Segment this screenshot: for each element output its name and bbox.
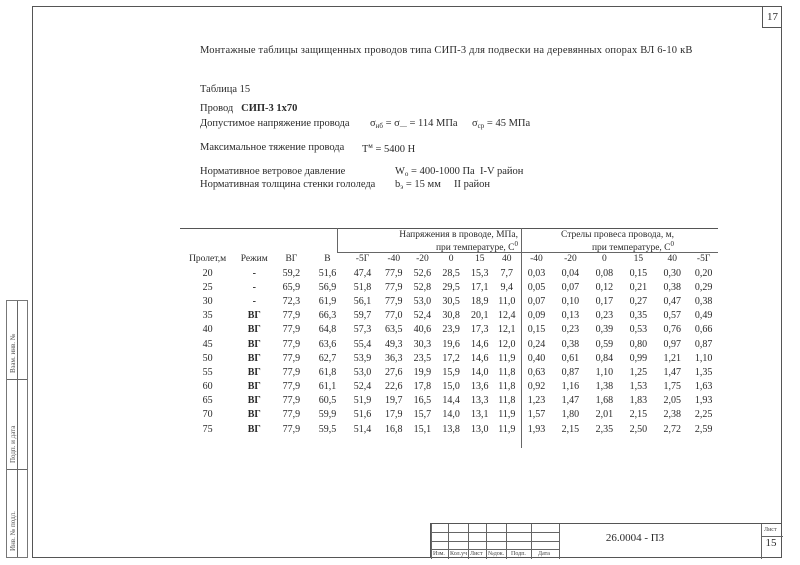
table-cell: 0,04 (561, 267, 580, 279)
sheet-number: 15 (765, 537, 777, 549)
max-load-formula: $Т^м = 5400$ Н (362, 142, 416, 155)
table-cell: 63,6 (318, 338, 337, 350)
margin-label-replace: Взам. инв. № (9, 333, 17, 373)
table-cell: 51,8 (353, 281, 372, 293)
table-cell: ВГ (247, 324, 261, 336)
table-cell: 49,3 (385, 338, 403, 350)
table-cell: 11,9 (498, 409, 516, 421)
ice-label: Нормативная толщина стенки гололеда (200, 179, 376, 190)
table-cell: 2,25 (694, 409, 713, 421)
margin-label-inventory: Инв. № подл. (9, 511, 17, 551)
table-cell: 0,63 (527, 366, 546, 378)
table-cell: 17,1 (470, 281, 489, 293)
table-cell: 15,0 (442, 381, 460, 393)
table-cell: 27,6 (385, 366, 403, 378)
table-cell: 1,47 (561, 395, 580, 407)
table-cell: 77,9 (282, 352, 301, 364)
margin-label-signature: Подп. и дата (9, 425, 17, 463)
table-cell: 65 (202, 395, 213, 407)
table-cell: 30,8 (442, 310, 460, 322)
table-cell: 0,20 (694, 267, 713, 279)
table-top-rule (180, 228, 718, 229)
table-cell: 0,15 (527, 324, 546, 336)
table-cell: ВГ (247, 423, 261, 435)
table-cell: 55,4 (353, 338, 372, 350)
table-cell: 77,9 (282, 366, 301, 378)
table-cell: 47,4 (353, 267, 372, 279)
table-cell: 14,4 (442, 395, 460, 407)
tb-col-izm: Изм. (433, 551, 445, 557)
table-cell: 75 (202, 423, 213, 435)
tb-col-list: Лист (470, 551, 483, 557)
table-cell: 13,0 (470, 423, 489, 435)
table-cell: 0,29 (694, 281, 713, 293)
wind-formula: $W_о = 400-1000$ Па I-V район (395, 166, 524, 178)
table-cell: 77,9 (282, 409, 301, 421)
table-cell: 1,57 (527, 409, 546, 421)
column-header: -5Г (355, 254, 370, 264)
table-number: Таблица 15 (200, 84, 251, 95)
table-cell: 16,8 (385, 423, 403, 435)
table-cell: 30,3 (413, 338, 432, 350)
column-header: -40 (387, 254, 401, 264)
column-header: -5Г (696, 254, 711, 264)
table-cell: 1,10 (595, 366, 614, 378)
table-cell: 0,12 (595, 281, 614, 293)
table-cell: 0,07 (527, 295, 546, 307)
table-cell: 65,9 (282, 281, 301, 293)
table-cell: 0,21 (629, 281, 648, 293)
table-cell: ВГ (247, 409, 261, 421)
table-cell: 52,4 (353, 381, 372, 393)
column-header: 0 (601, 254, 607, 264)
table-cell: ВГ (247, 381, 261, 393)
column-header: -40 (530, 254, 543, 264)
table-cell: 61,8 (318, 366, 337, 378)
table-row (180, 309, 718, 323)
table-cell: 0,27 (629, 295, 648, 307)
table-cell: 0,05 (527, 281, 546, 293)
table-cell: 1,75 (663, 381, 682, 393)
table-cell: 1,23 (527, 395, 546, 407)
table-cell: 0,57 (663, 310, 682, 322)
table-cell: 77,9 (282, 310, 301, 322)
table-cell: ВГ (247, 395, 261, 407)
table-cell: 35 (202, 310, 213, 322)
table-cell: 77,9 (282, 338, 301, 350)
table-cell: 77,9 (282, 324, 301, 336)
table-cell: 56,1 (353, 295, 372, 307)
table-cell: 50 (202, 352, 213, 364)
table-cell: 20 (202, 267, 213, 279)
tb-col-kol: Кол.уч (450, 551, 468, 557)
table-cell: 1,93 (694, 395, 713, 407)
table-cell: 14,0 (470, 366, 489, 378)
table-cell: 40 (202, 324, 213, 336)
table-body (180, 266, 718, 436)
column-header: Режим (240, 254, 268, 264)
table-row (180, 408, 718, 422)
table-cell: 15,7 (413, 409, 432, 421)
table-cell: 0,09 (527, 310, 546, 322)
table-cell: 77,9 (282, 381, 301, 393)
table-cell: 0,97 (663, 338, 682, 350)
table-cell: - (252, 295, 256, 307)
table-cell: 61,1 (318, 381, 337, 393)
table-cell: 77,9 (282, 423, 301, 435)
table-cell: 19,6 (442, 338, 460, 350)
table-cell: 14,6 (470, 352, 489, 364)
table-cell: 53,0 (413, 295, 432, 307)
table-row (180, 266, 718, 280)
table-row (180, 351, 718, 365)
table-cell: 13,1 (470, 409, 489, 421)
table-cell: 0,08 (595, 267, 614, 279)
table-row (180, 294, 718, 308)
table-cell: 53,0 (353, 366, 372, 378)
table-cell: 0,87 (561, 366, 580, 378)
table-cell: 59,7 (353, 310, 372, 322)
table-cell: 0,87 (694, 338, 713, 350)
table-cell: 1,10 (694, 352, 713, 364)
table-cell: 13,6 (470, 381, 489, 393)
table-cell: 7,7 (500, 267, 513, 279)
table-cell: 0,23 (595, 310, 614, 322)
column-header: 15 (633, 254, 644, 264)
table-cell: 64,8 (318, 324, 337, 336)
table-cell: 77,9 (385, 281, 403, 293)
column-header-row (180, 254, 718, 266)
table-cell: 77,9 (282, 395, 301, 407)
table-cell: 70 (202, 409, 213, 421)
wire-value: СИП-3 1х70 (241, 103, 298, 114)
table-row (180, 323, 718, 337)
table-cell: 30 (202, 295, 213, 307)
table-cell: 77,9 (385, 267, 403, 279)
table-row (180, 337, 718, 351)
table-cell: 0,23 (561, 324, 580, 336)
table-cell: 11,8 (498, 366, 516, 378)
table-cell: 22,6 (385, 381, 403, 393)
table-cell: 14,0 (442, 409, 460, 421)
column-header: 15 (474, 254, 485, 264)
table-cell: 2,15 (561, 423, 580, 435)
table-cell: 52,6 (413, 267, 432, 279)
table-cell: 12,1 (498, 324, 516, 336)
table-cell: 20,1 (470, 310, 489, 322)
table-cell: 0,07 (561, 281, 580, 293)
table-cell: 0,10 (561, 295, 580, 307)
table-cell: 60,5 (318, 395, 337, 407)
table-cell: 17,8 (413, 381, 432, 393)
table-cell: 2,50 (629, 423, 648, 435)
table-row (180, 365, 718, 379)
column-header: 40 (667, 254, 678, 264)
table-cell: 1,53 (629, 381, 648, 393)
table-cell: 0,38 (663, 281, 682, 293)
table-cell: 11,8 (498, 381, 516, 393)
table-cell: 40,6 (413, 324, 432, 336)
column-header: 0 (448, 254, 454, 264)
table-cell: 0,53 (629, 324, 648, 336)
allowed-stress-label: Допустимое напряжение провода (200, 118, 350, 129)
table-cell: 23,5 (413, 352, 432, 364)
column-header: ВГ (285, 254, 298, 264)
table-cell: 0,84 (595, 352, 614, 364)
table-cell: 1,25 (629, 366, 648, 378)
table-cell: 1,21 (663, 352, 682, 364)
table-cell: 11,8 (498, 395, 516, 407)
table-cell: 61,9 (318, 295, 337, 307)
table-cell: 0,66 (694, 324, 713, 336)
stress-group-header: Напряжения в проводе, МПа, при температуре, $С^0$ (399, 230, 518, 253)
table-cell: 60 (202, 381, 213, 393)
table-cell: 0,24 (527, 338, 546, 350)
table-row (180, 280, 718, 294)
table-cell: 0,80 (629, 338, 648, 350)
table-cell: 59,9 (318, 409, 337, 421)
table-cell: 52,4 (413, 310, 432, 322)
sag-tension-table (180, 254, 718, 436)
table-divider-left (337, 228, 338, 252)
table-cell: 55 (202, 366, 213, 378)
table-cell: 11,9 (498, 352, 516, 364)
table-cell: 0,99 (629, 352, 648, 364)
table-cell: 0,03 (527, 267, 546, 279)
table-cell: 2,72 (663, 423, 682, 435)
table-cell: 45 (202, 338, 213, 350)
table-cell: 0,15 (629, 267, 648, 279)
table-cell: 15,9 (442, 366, 460, 378)
table-cell: 0,61 (561, 352, 580, 364)
sag-group-header: Стрелы провеса провода, м, при температуре, $С^0$ (560, 230, 674, 253)
table-cell: 2,15 (629, 409, 648, 421)
table-cell: 72,3 (282, 295, 301, 307)
table-cell: 12,4 (498, 310, 516, 322)
table-cell: 62,7 (318, 352, 337, 364)
table-cell: 51,6 (318, 267, 337, 279)
table-cell: ВГ (247, 352, 261, 364)
table-cell: 2,01 (595, 409, 614, 421)
table-cell: 1,80 (561, 409, 580, 421)
table-cell: 11,9 (498, 423, 516, 435)
table-cell: 0,49 (694, 310, 713, 322)
table-cell: 17,2 (442, 352, 460, 364)
wind-label: Нормативное ветровое давление (200, 166, 346, 177)
table-cell: 15,3 (470, 267, 489, 279)
table-cell: 51,9 (353, 395, 372, 407)
table-cell: 25 (202, 281, 213, 293)
table-cell: 28,5 (442, 267, 460, 279)
table-cell: 56,9 (318, 281, 337, 293)
table-cell: 1,93 (527, 423, 546, 435)
table-row (180, 380, 718, 394)
left-margin-stamp (6, 300, 28, 558)
wire-line (200, 103, 297, 114)
table-cell: 17,9 (385, 409, 403, 421)
table-cell: 0,38 (694, 295, 713, 307)
table-cell: 18,9 (470, 295, 489, 307)
table-cell: 77,9 (385, 295, 403, 307)
tb-sheet-label: Лист (764, 527, 777, 533)
table-cell: 2,05 (663, 395, 682, 407)
table-cell: 15,1 (413, 423, 432, 435)
table-cell: 23,9 (442, 324, 460, 336)
table-cell: 0,35 (629, 310, 648, 322)
page-heading: Монтажные таблицы защищенных проводов типа СИП-3 для подвески на деревянных опорах ВЛ 6-10 кВ (200, 45, 693, 56)
table-cell: 0,13 (561, 310, 580, 322)
table-cell: 1,47 (663, 366, 682, 378)
column-header: В (324, 254, 331, 264)
table-cell: 1,63 (694, 381, 713, 393)
table-cell: 0,76 (663, 324, 682, 336)
table-row (180, 394, 718, 408)
table-cell: 1,68 (595, 395, 614, 407)
table-cell: 0,38 (561, 338, 580, 350)
table-cell: 51,6 (353, 409, 372, 421)
ice-formula: $b_э = 15$ мм II район (395, 179, 491, 191)
table-cell: 57,3 (353, 324, 372, 336)
table-cell: 77,0 (385, 310, 403, 322)
table-cell: 2,59 (694, 423, 713, 435)
table-cell: 53,9 (353, 352, 372, 364)
table-cell: ВГ (247, 310, 261, 322)
table-cell: 1,35 (694, 366, 713, 378)
document-code: 26.0004 - ПЗ (605, 532, 665, 544)
table-cell: ВГ (247, 338, 261, 350)
table-cell: 51,4 (353, 423, 372, 435)
table-cell: 1,38 (595, 381, 614, 393)
table-cell: 0,59 (595, 338, 614, 350)
table-cell: 30,5 (442, 295, 460, 307)
table-cell: 11,0 (498, 295, 516, 307)
table-cell: 29,5 (442, 281, 460, 293)
table-cell: 0,47 (663, 295, 682, 307)
table-cell: 13,3 (470, 395, 489, 407)
table-cell: 19,7 (385, 395, 403, 407)
tb-col-data: Дата (538, 551, 550, 557)
table-cell: 1,83 (629, 395, 648, 407)
tb-col-doc: №док. (488, 551, 505, 557)
column-header: -20 (416, 254, 429, 264)
table-cell: 0,92 (527, 381, 546, 393)
column-header: -20 (564, 254, 577, 264)
table-cell: 16,5 (413, 395, 432, 407)
avg-stress-formula: $\sigma_{ср} = 45$ МПа (472, 118, 531, 130)
table-cell: 14,6 (470, 338, 489, 350)
tb-col-podp: Подп. (511, 551, 526, 557)
wire-label: Провод (200, 103, 234, 114)
table-cell: 17,3 (470, 324, 489, 336)
table-cell: 0,40 (527, 352, 546, 364)
table-cell: 19,9 (413, 366, 432, 378)
column-header: Пролет,м (189, 254, 227, 264)
table-cell: 13,8 (442, 423, 460, 435)
top-sheet-number: 17 (762, 6, 782, 28)
max-load-label: Максимальное тяжение провода (200, 142, 345, 153)
table-cell: 9,4 (500, 281, 513, 293)
table-cell: 2,35 (595, 423, 614, 435)
table-cell: 0,17 (595, 295, 614, 307)
column-header: 40 (502, 254, 512, 264)
table-cell: 36,3 (385, 352, 403, 364)
allowed-stress-formula: $\sigma_{нб} = \sigma_— = 114$ МПа (370, 118, 458, 130)
table-row (180, 422, 718, 436)
table-cell: 12,0 (498, 338, 516, 350)
table-cell: 52,8 (413, 281, 432, 293)
table-cell: 59,2 (282, 267, 301, 279)
table-cell: 66,3 (318, 310, 337, 322)
table-cell: 59,5 (318, 423, 337, 435)
table-cell: 0,30 (663, 267, 682, 279)
table-cell: ВГ (247, 366, 261, 378)
table-cell: - (252, 267, 256, 279)
table-cell: 63,5 (385, 324, 403, 336)
table-cell: 0,39 (595, 324, 614, 336)
table-cell: - (252, 281, 256, 293)
table-cell: 2,38 (663, 409, 682, 421)
table-cell: 1,16 (561, 381, 580, 393)
